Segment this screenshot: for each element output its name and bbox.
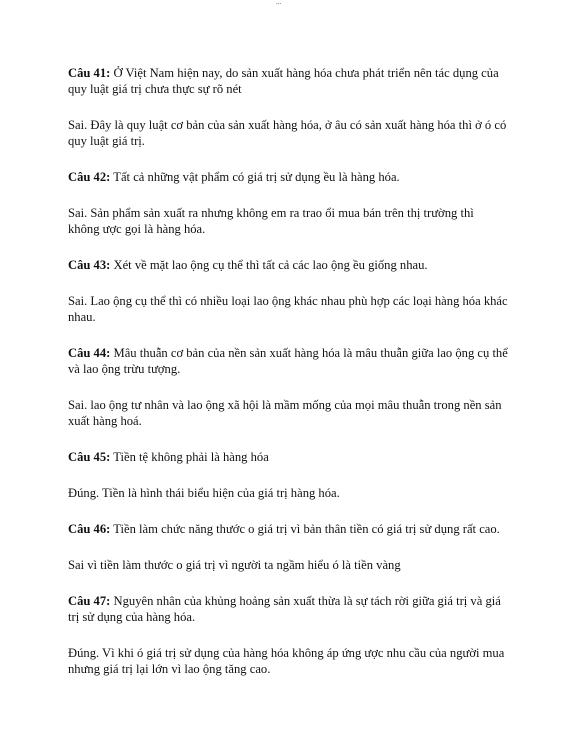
document-body	[68, 65, 508, 697]
answer-42	[68, 205, 508, 237]
answer-text: Sai. Lao ộng cụ thể thì có nhiều loại lao ộng khác nhau phù hợp các loại hàng hóa khác nhau.	[68, 294, 508, 324]
question-45	[68, 449, 508, 465]
answer-text: Sai vì tiền làm thước o giá trị vì người ta ngầm hiểu ó là tiền vàng	[68, 558, 401, 572]
answer-46	[68, 557, 508, 573]
answer-text: Sai. Đây là quy luật cơ bản của sản xuất hàng hóa, ở âu có sản xuất hàng hóa thì ở ó có quy luật giá trị.	[68, 118, 507, 148]
question-label: Câu 45	[68, 450, 107, 464]
question-text: Câu 44: Mâu thuẫn cơ bản của nền sản xuất hàng hóa là mâu thuẫn giữa lao ộng cụ thể và lao ộng trừu tượng.	[68, 346, 508, 376]
question-text: Câu 42: Tất cả những vật phẩm có giá trị sử dụng ều là hàng hóa.	[68, 170, 400, 184]
question-label: Câu 43	[68, 258, 107, 272]
page-header-mark: ...	[276, 0, 282, 6]
question-body: Xét về mặt lao ộng cụ thể thì tất cả các lao ộng ều giống nhau.	[113, 258, 428, 272]
question-body: Nguyên nhân của khủng hoảng sản xuất thừa là sự tách rời giữa giá trị và giá trị sử dụng của hàng hóa.	[68, 594, 501, 624]
question-label: Câu 47	[68, 594, 107, 608]
answer-text: Đúng. Vì khi ó giá trị sử dụng của hàng hóa không áp ứng ược nhu cầu của người mua nhưng giá trị lại lớn vì lao ộng tăng cao.	[68, 646, 505, 676]
question-text: Câu 47: Nguyên nhân của khủng hoảng sản xuất thừa là sự tách rời giữa giá trị và giá trị sử dụng của hàng hóa.	[68, 594, 501, 624]
question-41	[68, 65, 508, 97]
question-body: Ở Việt Nam hiện nay, do sản xuất hàng hóa chưa phát triển nên tác dụng của quy luật giá trị chưa thực sự rõ nét	[68, 66, 499, 96]
question-text: Câu 45: Tiền tệ không phải là hàng hóa	[68, 450, 269, 464]
question-label: Câu 42	[68, 170, 107, 184]
question-body: Tiền tệ không phải là hàng hóa	[113, 450, 269, 464]
question-body: Tiền làm chức năng thước o giá trị vì bản thân tiền có giá trị sử dụng rất cao.	[113, 522, 500, 536]
answer-text: Đúng. Tiền là hình thái biểu hiện của giá trị hàng hóa.	[68, 486, 340, 500]
question-text: Câu 46: Tiền làm chức năng thước o giá trị vì bản thân tiền có giá trị sử dụng rất cao.	[68, 522, 500, 536]
question-44	[68, 345, 508, 377]
answer-43	[68, 293, 508, 325]
question-label: Câu 44	[68, 346, 107, 360]
question-body: Mâu thuẫn cơ bản của nền sản xuất hàng hóa là mâu thuẫn giữa lao ộng cụ thể và lao ộng trừu tượng.	[68, 346, 508, 376]
question-46	[68, 521, 508, 537]
answer-text: Sai. lao ộng tư nhân và lao ộng xã hội là mầm mống của mọi mâu thuẫn trong nền sản xuất hàng hoá.	[68, 398, 502, 428]
question-43	[68, 257, 508, 273]
question-text: Câu 43: Xét về mặt lao ộng cụ thể thì tất cả các lao ộng ều giống nhau.	[68, 258, 428, 272]
question-body: Tất cả những vật phẩm có giá trị sử dụng ều là hàng hóa.	[113, 170, 400, 184]
question-text: Câu 41: Ở Việt Nam hiện nay, do sản xuất hàng hóa chưa phát triển nên tác dụng của quy luật giá trị chưa thực sự rõ nét	[68, 66, 499, 96]
answer-47	[68, 645, 508, 677]
answer-text: Sai. Sản phẩm sản xuất ra nhưng không em ra trao ổi mua bán trên thị trường thì không ược gọi là hàng hóa.	[68, 206, 474, 236]
question-42	[68, 169, 508, 185]
answer-44	[68, 397, 508, 429]
question-label: Câu 46	[68, 522, 107, 536]
question-47	[68, 593, 508, 625]
answer-45	[68, 485, 508, 501]
question-label: Câu 41	[68, 66, 107, 80]
answer-41	[68, 117, 508, 149]
